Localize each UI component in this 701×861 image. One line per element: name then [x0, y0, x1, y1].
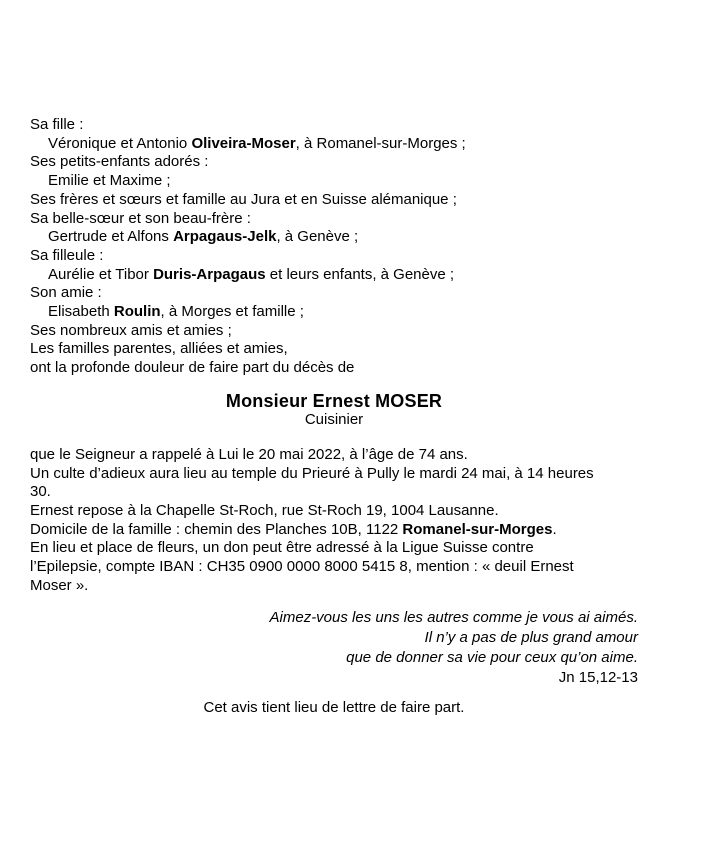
body-line: l’Epilepsie, compte IBAN : CH35 0900 0000 8000 5415 8, mention : « deuil Ernest — [30, 558, 574, 576]
surname-bold: Arpagaus-Jelk — [173, 228, 277, 246]
quote-reference: Jn 15,12-13 — [558, 668, 638, 686]
family-line: Sa fille : — [30, 116, 84, 133]
bible-quote — [30, 608, 638, 687]
body-line: Domicile de la famille : chemin des Planches 10B, 1122 Romanel-sur-Morges. — [30, 520, 557, 538]
closing-notice: Cet avis tient lieu de lettre de faire part. — [203, 699, 465, 717]
family-line: Aurélie et Tibor Duris-Arpagaus et leurs enfants, à Genève ; — [48, 265, 455, 283]
body-line: 30. — [30, 483, 51, 501]
family-line: Ses nombreux amis et amies ; — [30, 321, 232, 339]
family-line: ont la profonde douleur de faire part du décès de — [30, 359, 355, 377]
body-line: Un culte d’adieux aura lieu au temple du Prieuré à Pully le mardi 24 mai, à 14 heures — [30, 464, 594, 482]
family-line: Elisabeth Roulin, à Morges et famille ; — [48, 303, 304, 321]
family-line: Sa filleule : — [30, 246, 104, 264]
family-list — [30, 116, 638, 378]
body-line: Moser ». — [30, 576, 89, 594]
body-line: Ernest repose à la Chapelle St-Roch, rue St-Roch 19, 1004 Lausanne. — [30, 501, 499, 519]
deceased-name: Monsieur Ernest MOSER — [225, 390, 443, 411]
family-line: Ses petits-enfants adorés : — [30, 153, 209, 171]
deceased-profession: Cuisinier — [304, 410, 364, 428]
surname-bold: Roulin — [113, 303, 161, 321]
body-line: En lieu et place de fleurs, un don peut être adressé à la Ligue Suisse contre — [30, 539, 534, 557]
surname-bold: Oliveira-Moser — [191, 134, 296, 152]
quote-line: Il n’y a pas de plus grand amour — [424, 629, 638, 647]
family-line: Ses frères et sœurs et famille au Jura et en Suisse alémanique ; — [30, 190, 457, 208]
family-line: Véronique et Antonio Oliveira-Moser, à Romanel-sur-Morges ; — [48, 134, 466, 152]
place-bold: Romanel-sur-Morges — [402, 520, 553, 538]
family-line: Emilie et Maxime ; — [48, 172, 171, 190]
announcement-body — [30, 446, 638, 596]
deceased-header — [30, 391, 638, 428]
family-line: Gertrude et Alfons Arpagaus-Jelk, à Genève ; — [48, 228, 359, 246]
obituary-content — [30, 116, 638, 718]
family-line: Son amie : — [30, 284, 102, 302]
family-line: Sa belle-sœur et son beau-frère : — [30, 209, 251, 227]
quote-line: que de donner sa vie pour ceux qu’on aime. — [346, 648, 638, 666]
body-line: que le Seigneur a rappelé à Lui le 20 mai 2022, à l’âge de 74 ans. — [30, 445, 468, 463]
family-line: Les familles parentes, alliées et amies, — [30, 340, 288, 358]
surname-bold: Duris-Arpagaus — [153, 265, 266, 283]
quote-line: Aimez-vous les uns les autres comme je vous ai aimés. — [269, 609, 638, 627]
